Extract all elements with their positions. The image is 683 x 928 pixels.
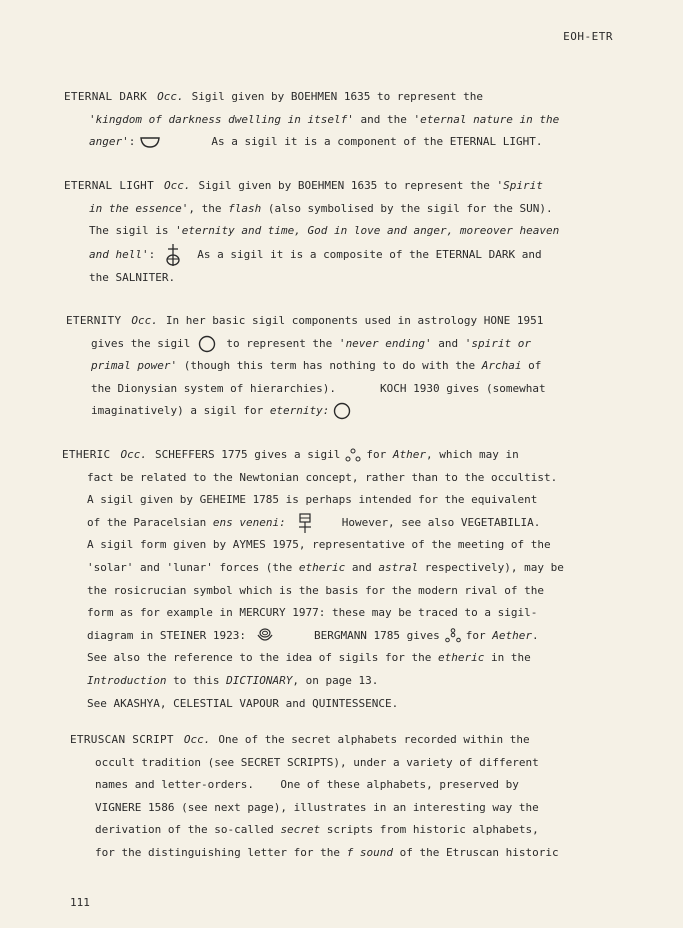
- occ-label: Occ.: [131, 314, 158, 327]
- entry-text-italic: astral: [378, 560, 419, 574]
- headword: ETRUSCAN SCRIPT: [70, 733, 174, 746]
- headword: ETHERIC: [62, 448, 111, 461]
- entry-line: [70, 797, 559, 820]
- entry-text: occult tradition (see SECRET SCRIPTS), under a variety of different: [95, 755, 539, 769]
- occ-label: Occ.: [183, 733, 211, 746]
- headword: ETERNAL DARK: [64, 90, 148, 103]
- entry-text-italic: and hell: [89, 247, 142, 261]
- entry-text-italic: Spirit: [503, 179, 543, 192]
- entry-text: diagram in STEINER 1923:: [87, 628, 246, 642]
- entry-text-italic: Ather: [392, 448, 427, 461]
- entry-line: [62, 693, 564, 716]
- entry-text: to represent the ': [226, 336, 346, 350]
- entry-text-italic: secret: [280, 823, 321, 837]
- entry-text: derivation of the so-called: [95, 823, 281, 837]
- entry-line: [66, 355, 546, 378]
- entry-text-italic: eternity:: [269, 404, 330, 418]
- occ-label: Occ.: [164, 179, 191, 192]
- entry-line: [62, 534, 564, 557]
- entry-text: BERGMANN 1785 gives: [313, 628, 440, 642]
- spiral-bowl-sigil-icon: [256, 627, 274, 645]
- headword: ETERNAL LIGHT: [64, 179, 154, 192]
- entry-text: for: [366, 448, 393, 461]
- entry-text-italic: Aether: [492, 628, 533, 642]
- entry-text: Sigil given by BOEHMEN 1635 to represent the: [191, 90, 483, 103]
- entry-line: [62, 489, 564, 512]
- bowl-sigil-icon: [139, 135, 161, 149]
- entry-text-italic: never ending: [345, 336, 426, 350]
- entry-line: [64, 131, 559, 154]
- entry-line: [70, 842, 559, 865]
- entry-text: .: [532, 628, 539, 642]
- entry-line: [64, 220, 559, 243]
- entry-text: 'solar' and 'lunar' forces (the: [87, 560, 299, 574]
- entry-text-italic: Introduction: [87, 673, 167, 687]
- entry-line: [64, 198, 559, 221]
- entry-text: names and letter-orders. One of these alphabets, preserved by: [95, 778, 519, 792]
- entry-text: The sigil is ': [89, 224, 182, 238]
- entry-text: As a sigil it is a composite of the ETERNAL DARK and: [197, 247, 542, 261]
- entry-text: and: [345, 560, 379, 574]
- entry-text: SCHEFFERS 1775 gives a sigil: [154, 448, 341, 461]
- entry-line: [62, 602, 564, 625]
- headword: ETERNITY: [66, 314, 122, 327]
- entry-text: , on page 13.: [292, 673, 379, 687]
- entry-text: imaginatively) a sigil for: [91, 404, 270, 418]
- entry-text: the rosicrucian symbol which is the basis for the modern rival of the: [87, 583, 544, 597]
- four-dots-sigil-icon: [444, 628, 462, 644]
- entry-text: (also symbolised by the sigil for the SUN).: [261, 201, 553, 215]
- cross-over-circle-sigil-icon: [165, 243, 181, 267]
- entry-line: [70, 774, 559, 797]
- entry-text: In her basic sigil components used in astrology HONE 1951: [165, 314, 544, 327]
- entry-eternal-dark: [64, 86, 559, 154]
- entry-text: for: [465, 628, 493, 642]
- entry-text: the Dionysian system of hierarchies).: [91, 381, 337, 395]
- entry-text: form as for example in MERCURY 1977: these may be traced to a sigil-: [87, 606, 538, 620]
- entry-text: fact be related to the Newtonian concept, rather than to the occultist.: [87, 470, 558, 484]
- entry-line: [66, 400, 546, 423]
- entry-text-italic: anger: [89, 135, 123, 149]
- entry-text: ': [89, 112, 96, 126]
- entry-text-italic: Archai: [481, 359, 522, 373]
- entry-line: [70, 819, 559, 842]
- entry-eternal-light: [64, 175, 559, 289]
- entry-text: KOCH 1930 gives (somewhat: [380, 381, 546, 395]
- entry-text: Sigil given by BOEHMEN 1635 to represent the ': [198, 179, 504, 192]
- entry-text: See AKASHYA, CELESTIAL VAPOUR and QUINTESSENCE.: [87, 696, 399, 710]
- entry-text: , which may in: [426, 448, 519, 461]
- circle-sigil-icon: [198, 335, 216, 353]
- entry-text: the SALNITER.: [89, 270, 176, 284]
- entry-text-italic: f sound: [346, 845, 394, 859]
- entry-line: [70, 729, 559, 752]
- entry-etruscan-script: [70, 729, 559, 865]
- circle-sigil-icon: [333, 402, 351, 420]
- entry-line: [62, 512, 564, 535]
- entry-text: ':: [141, 247, 156, 261]
- entry-text: respectively), may be: [418, 560, 564, 574]
- entry-line: [62, 444, 564, 467]
- entry-text: One of the secret alphabets recorded within the: [218, 733, 530, 746]
- occ-label: Occ.: [120, 448, 147, 461]
- entry-text-italic: kingdom of darkness dwelling in itself: [95, 112, 348, 126]
- running-head: EOH-ETR: [563, 30, 613, 43]
- entry-text: gives the sigil: [91, 336, 191, 350]
- entry-text-italic: etheric: [438, 651, 485, 665]
- entry-text-italic: eternal nature in the: [420, 112, 560, 126]
- entry-text: ' and the ': [347, 112, 421, 126]
- entry-text: scripts from historic alphabets,: [320, 823, 539, 837]
- entry-text: to this: [166, 673, 227, 687]
- entry-line: [62, 670, 564, 693]
- cross-box-sigil-icon: [298, 512, 312, 534]
- entry-line: [64, 175, 559, 198]
- entry-text: ':: [122, 135, 136, 149]
- entry-etheric: [62, 444, 564, 715]
- entry-text: of the Paracelsian: [87, 515, 213, 529]
- entry-line: [64, 86, 559, 109]
- entry-text: of: [521, 359, 542, 373]
- three-dots-sigil-icon: [344, 448, 362, 462]
- entry-text: of the Etruscan historic: [393, 845, 559, 859]
- entry-line: [66, 378, 546, 401]
- entry-text: ' (though this term has nothing to do with the: [170, 359, 482, 373]
- entry-line: [66, 310, 546, 333]
- entry-line: [62, 625, 564, 648]
- entry-text: However, see also VEGETABILIA.: [341, 515, 541, 529]
- entry-line: [64, 243, 559, 267]
- entry-text-italic: eternity and time, God in love and anger, moreover heaven: [181, 224, 560, 238]
- entry-line: [70, 752, 559, 775]
- entry-text: for the distinguishing letter for the: [95, 845, 347, 859]
- entry-text-italic: flash: [228, 201, 262, 215]
- entry-line: [62, 647, 564, 670]
- entry-text-italic: in the essence: [89, 201, 182, 215]
- entry-text-italic: etheric: [298, 560, 346, 574]
- entry-line: [66, 333, 546, 356]
- entry-text-italic: primal power: [91, 359, 171, 373]
- entry-eternity: [66, 310, 546, 423]
- entry-text: As a sigil it is a component of the ETERNAL LIGHT.: [211, 135, 543, 149]
- entry-line: [64, 109, 559, 132]
- page-number: 111: [70, 896, 90, 909]
- entry-text: ', the: [181, 201, 229, 215]
- entry-text-italic: spirit or: [471, 336, 532, 350]
- entry-line: [62, 467, 564, 490]
- entry-text-italic: DICTIONARY: [226, 673, 293, 687]
- entry-line: [62, 580, 564, 603]
- entry-text-italic: ens veneni:: [212, 515, 286, 529]
- entry-text: A sigil form given by AYMES 1975, representative of the meeting of the: [87, 538, 551, 552]
- entry-line: [62, 557, 564, 580]
- occ-label: Occ.: [157, 90, 184, 103]
- entry-text: VIGNERE 1586 (see next page), illustrates in an interesting way the: [95, 800, 539, 814]
- entry-text: A sigil given by GEHEIME 1785 is perhaps intended for the equivalent: [87, 493, 538, 507]
- entry-text: See also the reference to the idea of sigils for the: [87, 651, 438, 665]
- entry-text: ' and ': [425, 336, 472, 350]
- entry-text: in the: [484, 651, 531, 665]
- entry-line: [64, 267, 559, 290]
